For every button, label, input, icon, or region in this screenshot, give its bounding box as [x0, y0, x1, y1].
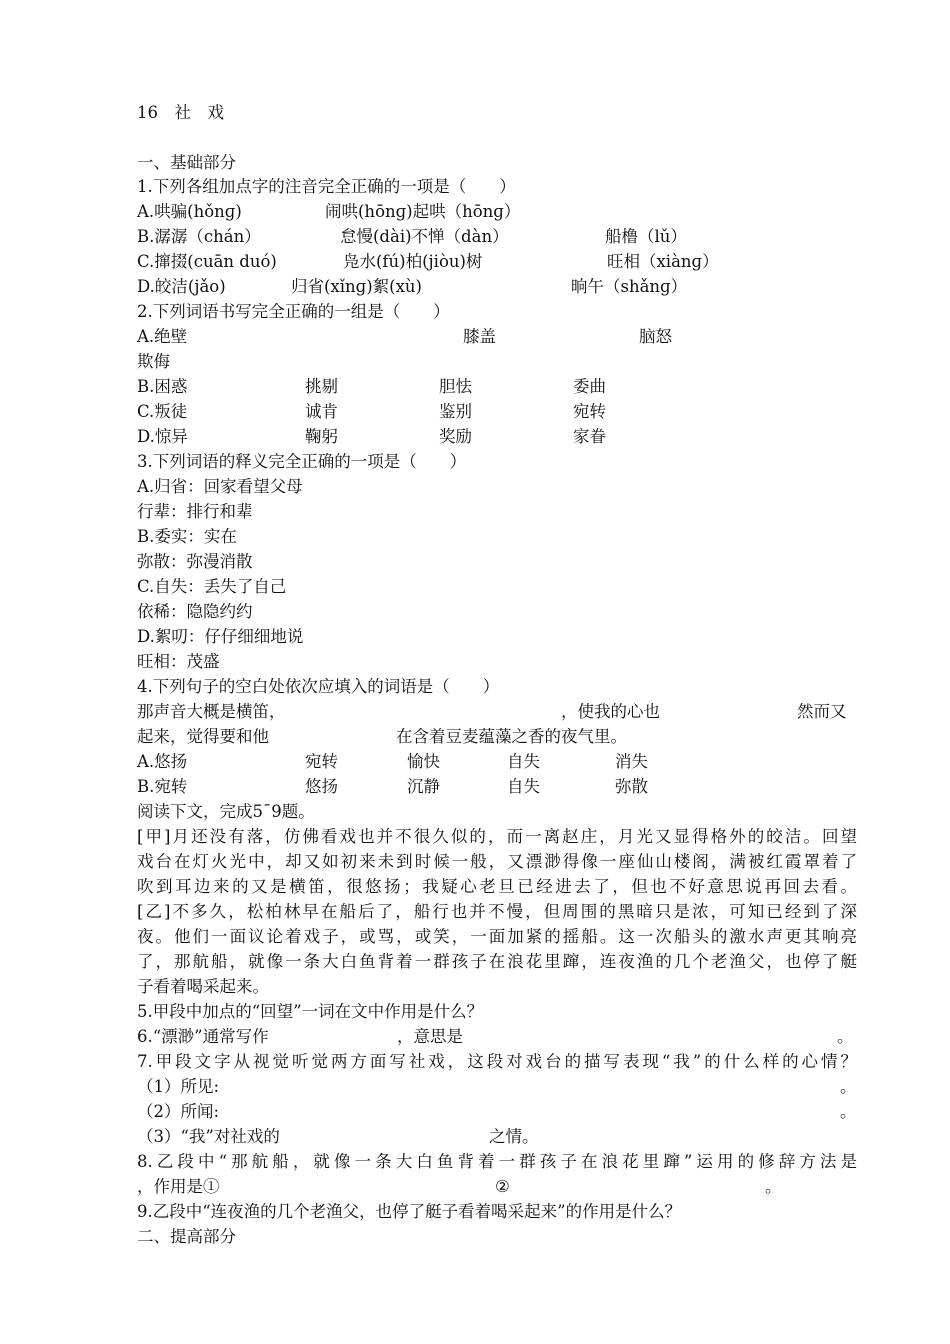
q8-l2-part3: 。	[765, 1177, 782, 1196]
q1-c-part1: C.撺掇(cuān duó)	[137, 252, 277, 271]
question-9: 9.乙段中“连夜渔的几个老渔父，也停了艇子看着喝采起来”的作用是什么？	[137, 1202, 682, 1221]
passage-yi-line: 了，那航船，就像一条大白鱼背着一群孩子在浪花里蹿，连夜渔的几个老渔父，也停了艇	[137, 952, 857, 971]
q2-b-word4: 委曲	[573, 377, 606, 396]
q2-c-word2: 诚肯	[305, 402, 338, 421]
q8-l2-part2: ②	[495, 1177, 510, 1196]
q4-a-word4: 自失	[507, 752, 540, 771]
q7-l1-end: 。	[840, 1077, 857, 1096]
q6-part3: 。	[837, 1027, 854, 1046]
q1-b-part1: B.潺潺（chán）	[137, 227, 261, 246]
q8-l2-part1: ，作用是①	[137, 1177, 220, 1196]
q4-a-word1: A.悠扬	[137, 752, 188, 771]
q7-l3-label: （3）“我”对社戏的	[137, 1127, 280, 1146]
q1-d-part2: 归省(xǐnɡ)絮(xù)	[291, 277, 422, 296]
q2-c-word1: C.叛徒	[137, 402, 188, 421]
q6-part2: ，意思是	[397, 1027, 463, 1046]
question-1-stem: 1.下列各组加点字的注音完全正确的一项是（ ）	[137, 177, 516, 196]
q7-l1-label: （1）所见:	[137, 1077, 220, 1096]
q2-a-word2: 膝盖	[463, 327, 496, 346]
q4-s1-part3: 然而又	[797, 702, 847, 721]
q4-b-word4: 自失	[507, 777, 540, 796]
q4-s2-part1: 起来，觉得要和他	[137, 727, 269, 746]
q3-line: 旺相：茂盛	[137, 652, 220, 671]
q4-a-word3: 愉快	[407, 752, 440, 771]
q2-b-word3: 胆怯	[439, 377, 472, 396]
q2-b-word2: 挑剔	[305, 377, 338, 396]
q1-d-part1: D.皎洁(jǎo)	[137, 277, 226, 296]
q7-l2-end: 。	[840, 1102, 857, 1121]
q4-s2-part2: 在含着豆麦蕴藻之香的夜气里。	[396, 727, 627, 746]
q2-b-word1: B.困惑	[137, 377, 188, 396]
q2-c-word4: 宛转	[573, 402, 606, 421]
q4-a-word5: 消失	[615, 752, 648, 771]
q1-c-part3: 旺相（xiànɡ）	[607, 252, 719, 271]
q1-c-part2: 凫水(fú)柏(jiòu)树	[343, 252, 483, 271]
question-2-stem: 2.下列词语书写完全正确的一组是（ ）	[137, 302, 450, 321]
q4-a-word2: 宛转	[305, 752, 338, 771]
q4-b-word2: 悠扬	[305, 777, 338, 796]
q2-d-word3: 奖励	[439, 427, 472, 446]
passage-yi-line: [乙]不多久，松柏林早在船后了，船行也并不慢，但周围的黑暗只是浓，可知已经到了深	[137, 902, 857, 921]
q4-b-word3: 沉静	[407, 777, 440, 796]
q1-a-part2: 闹哄(hōnɡ)起哄（hōnɡ）	[325, 202, 521, 221]
q1-b-part2: 怠慢(dài)不惮（dàn）	[340, 227, 509, 246]
q3-line: A.归省：回家看望父母	[137, 477, 303, 496]
q2-d-word2: 鞠躬	[305, 427, 338, 446]
q2-d-word1: D.惊异	[137, 427, 188, 446]
q1-a-part1: A.哄骗(hǒnɡ)	[137, 202, 242, 221]
q1-b-part3: 船橹（lǔ）	[605, 227, 687, 246]
q3-line: 依稀：隐隐约约	[137, 602, 253, 621]
q1-d-part3: 晌午（shǎnɡ）	[571, 277, 688, 296]
section-heading-basic: 一、基础部分	[137, 153, 236, 172]
q2-c-word3: 鉴别	[439, 402, 472, 421]
q3-line: 行辈：排行和辈	[137, 502, 253, 521]
q2-a-word3: 脑怒	[639, 327, 672, 346]
passage-yi-line: 夜。他们一面议论着戏子，或骂，或笑，一面加紧的摇船。这一次船头的激水声更其响亮	[137, 927, 857, 946]
q3-line: D.絮叨：仔仔细细地说	[137, 627, 304, 646]
q7-l2-label: （2）所闻:	[137, 1102, 220, 1121]
q4-b-word1: B.宛转	[137, 777, 188, 796]
question-8-stem: 8.乙段中“那航船，就像一条大白鱼背着一群孩子在浪花里蹿”运用的修辞方法是	[137, 1152, 857, 1171]
passage-jia-line: 吹到耳边来的又是横笛，很悠扬；我疑心老旦已经进去了，但也不好意思说再回去看。	[137, 877, 857, 896]
question-3-stem: 3.下列词语的释义完全正确的一项是（ ）	[137, 452, 467, 471]
q3-line: 弥散：弥漫消散	[137, 552, 253, 571]
q4-s1-part2: ，使我的心也	[561, 702, 660, 721]
question-7-stem: 7.甲段文字从视觉听觉两方面写社戏，这段对戏台的描写表现“我”的什么样的心情？	[137, 1052, 857, 1071]
question-4-stem: 4.下列句子的空白处依次应填入的词语是（ ）	[137, 677, 500, 696]
q2-a-word1: A.绝壁	[137, 327, 188, 346]
reading-intro: 阅读下文，完成5¯9题。	[137, 802, 315, 821]
section-heading-advanced: 二、提高部分	[137, 1227, 236, 1246]
passage-jia-line: [甲]月还没有落，仿佛看戏也并不很久似的，而一离赵庄，月光又显得格外的皎洁。回望	[137, 827, 857, 846]
passage-jia-line: 戏台在灯火光中，却又如初来未到时候一般，又漂渺得像一座仙山楼阁，满被红霞罩着了	[137, 852, 857, 871]
q4-b-word5: 弥散	[615, 777, 648, 796]
q3-line: C.自失：丢失了自己	[137, 577, 287, 596]
q6-part1: 6.“漂渺”通常写作	[137, 1027, 269, 1046]
q2-d-word4: 家眷	[573, 427, 606, 446]
q4-s1-part1: 那声音大概是横笛，	[137, 702, 286, 721]
q3-line: B.委实：实在	[137, 527, 237, 546]
page-title: 16 社 戏	[137, 103, 224, 122]
q2-a-word4: 欺侮	[137, 352, 170, 371]
q7-l3-end: 之情。	[489, 1127, 539, 1146]
question-5: 5.甲段中加点的“回望”一词在文中作用是什么？	[137, 1002, 484, 1021]
passage-yi-line: 子看着喝采起来。	[137, 977, 269, 996]
